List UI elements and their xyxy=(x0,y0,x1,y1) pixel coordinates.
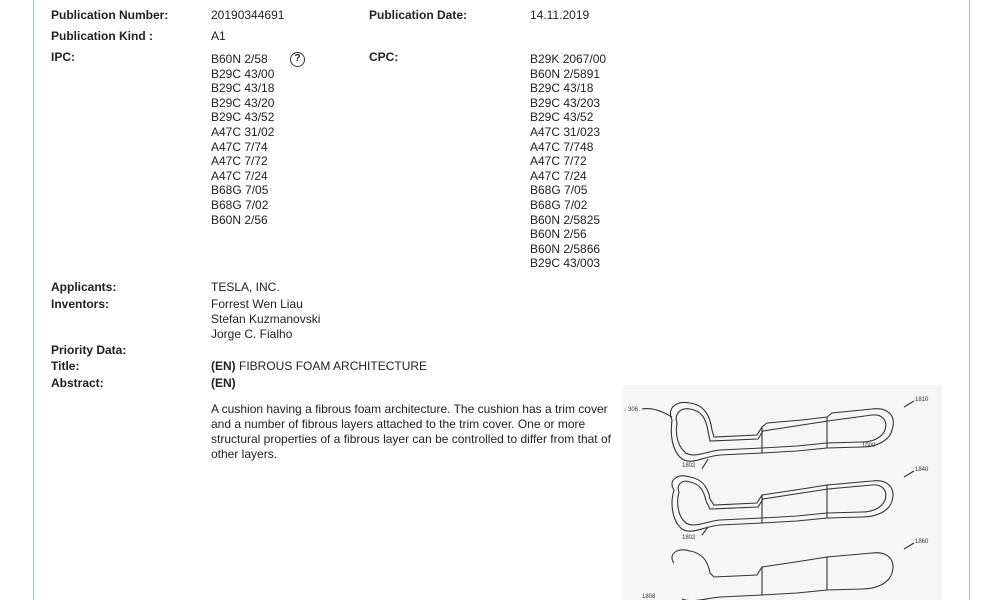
publication-kind-label: Publication Kind : xyxy=(51,29,153,43)
patent-drawing xyxy=(622,385,942,600)
ipc-code[interactable]: A47C 7/24 xyxy=(211,168,268,183)
cushion-outline-3 xyxy=(672,550,893,600)
inventors-list xyxy=(211,297,320,342)
cpc-code[interactable]: A47C 31/023 xyxy=(530,124,601,139)
inventor-name: Forrest Wen Liau xyxy=(211,297,303,311)
inventors-label: Inventors: xyxy=(51,297,110,311)
drawing-label: 306 xyxy=(628,407,639,413)
cpc-code[interactable]: B68G 7/02 xyxy=(530,197,588,212)
cpc-code[interactable]: B29C 43/18 xyxy=(530,81,594,96)
cpc-code[interactable]: A47C 7/748 xyxy=(530,139,594,154)
cpc-code[interactable]: B68G 7/05 xyxy=(530,183,588,198)
title-lang: (EN) xyxy=(211,359,236,373)
drawing-label: 1860 xyxy=(915,539,929,545)
cpc-code[interactable]: A47C 7/24 xyxy=(530,168,587,183)
abstract-lang-code: (EN) xyxy=(211,376,236,390)
priority-data-label: Priority Data: xyxy=(51,343,127,357)
cpc-code[interactable]: B29C 43/203 xyxy=(530,95,601,110)
applicants-value: TESLA, INC. xyxy=(211,280,280,294)
help-icon[interactable]: ? xyxy=(290,52,305,67)
publication-kind-value: A1 xyxy=(211,29,226,43)
abstract-lang xyxy=(211,376,236,390)
cpc-code[interactable]: B60N 2/5891 xyxy=(530,66,601,81)
drawing-label: 1808 xyxy=(642,594,656,600)
cushion-layer-2 xyxy=(678,481,886,525)
ipc-code[interactable]: A47C 31/02 xyxy=(211,124,275,139)
cpc-code[interactable]: B29C 43/003 xyxy=(530,256,601,271)
cpc-code[interactable]: B60N 2/56 xyxy=(530,227,587,242)
ipc-code[interactable]: B60N 2/56 xyxy=(211,212,268,227)
cpc-code[interactable]: B29K 2067/00 xyxy=(530,52,607,66)
title-label: Title: xyxy=(51,359,80,373)
patent-drawing-figure xyxy=(622,385,942,600)
applicants-label: Applicants: xyxy=(51,280,117,294)
cpc-code[interactable]: A47C 7/72 xyxy=(530,154,587,169)
publication-date-value: 14.11.2019 xyxy=(530,8,590,22)
ipc-code[interactable]: B68G 7/02 xyxy=(211,197,269,212)
inventor-name: Stefan Kuzmanovski xyxy=(211,312,321,326)
cpc-code[interactable]: B60N 2/5825 xyxy=(530,212,601,227)
inventor-name: Jorge C. Fialho xyxy=(211,327,293,341)
title-text: FIBROUS FOAM ARCHITECTURE xyxy=(239,359,428,373)
ipc-code[interactable]: B68G 7/05 xyxy=(211,183,269,198)
ipc-code[interactable]: A47C 7/72 xyxy=(211,154,268,169)
abstract-label: Abstract: xyxy=(51,376,104,390)
abstract-text: A cushion having a fibrous foam architecture. The cushion has a trim cover and a number of fibrous layers attached to the trim cover. One or more structural properties of a fibrous layer can be controlled to differ from that of other layers. xyxy=(211,402,611,461)
cpc-code[interactable]: B60N 2/5866 xyxy=(530,241,601,256)
drawing-label: 1802 xyxy=(682,535,696,541)
cpc-code[interactable]: B29C 43/52 xyxy=(530,110,594,125)
ipc-code[interactable]: B29C 43/18 xyxy=(211,81,275,96)
cushion-outline-1 xyxy=(670,402,893,461)
title-value xyxy=(211,359,427,373)
cpc-code-list xyxy=(530,52,606,271)
ipc-code[interactable]: B29C 43/52 xyxy=(211,110,275,125)
ipc-code[interactable]: A47C 7/74 xyxy=(211,139,268,154)
ipc-code[interactable]: B60N 2/58 xyxy=(211,52,268,66)
drawing-label: 1000 xyxy=(862,443,876,449)
ipc-code[interactable]: B29C 43/20 xyxy=(211,95,275,110)
publication-date-label: Publication Date: xyxy=(369,8,468,22)
cpc-label: CPC: xyxy=(369,50,399,64)
publication-number-label: Publication Number: xyxy=(51,8,169,22)
ipc-label: IPC: xyxy=(51,50,75,64)
ipc-code[interactable]: B29C 43/00 xyxy=(211,66,275,81)
drawing-label: 1840 xyxy=(915,467,929,473)
drawing-label: 1802 xyxy=(682,463,696,469)
publication-number-value: 20190344691 xyxy=(211,8,285,22)
drawing-label: 1810 xyxy=(915,397,929,403)
ipc-code-list xyxy=(211,52,274,227)
